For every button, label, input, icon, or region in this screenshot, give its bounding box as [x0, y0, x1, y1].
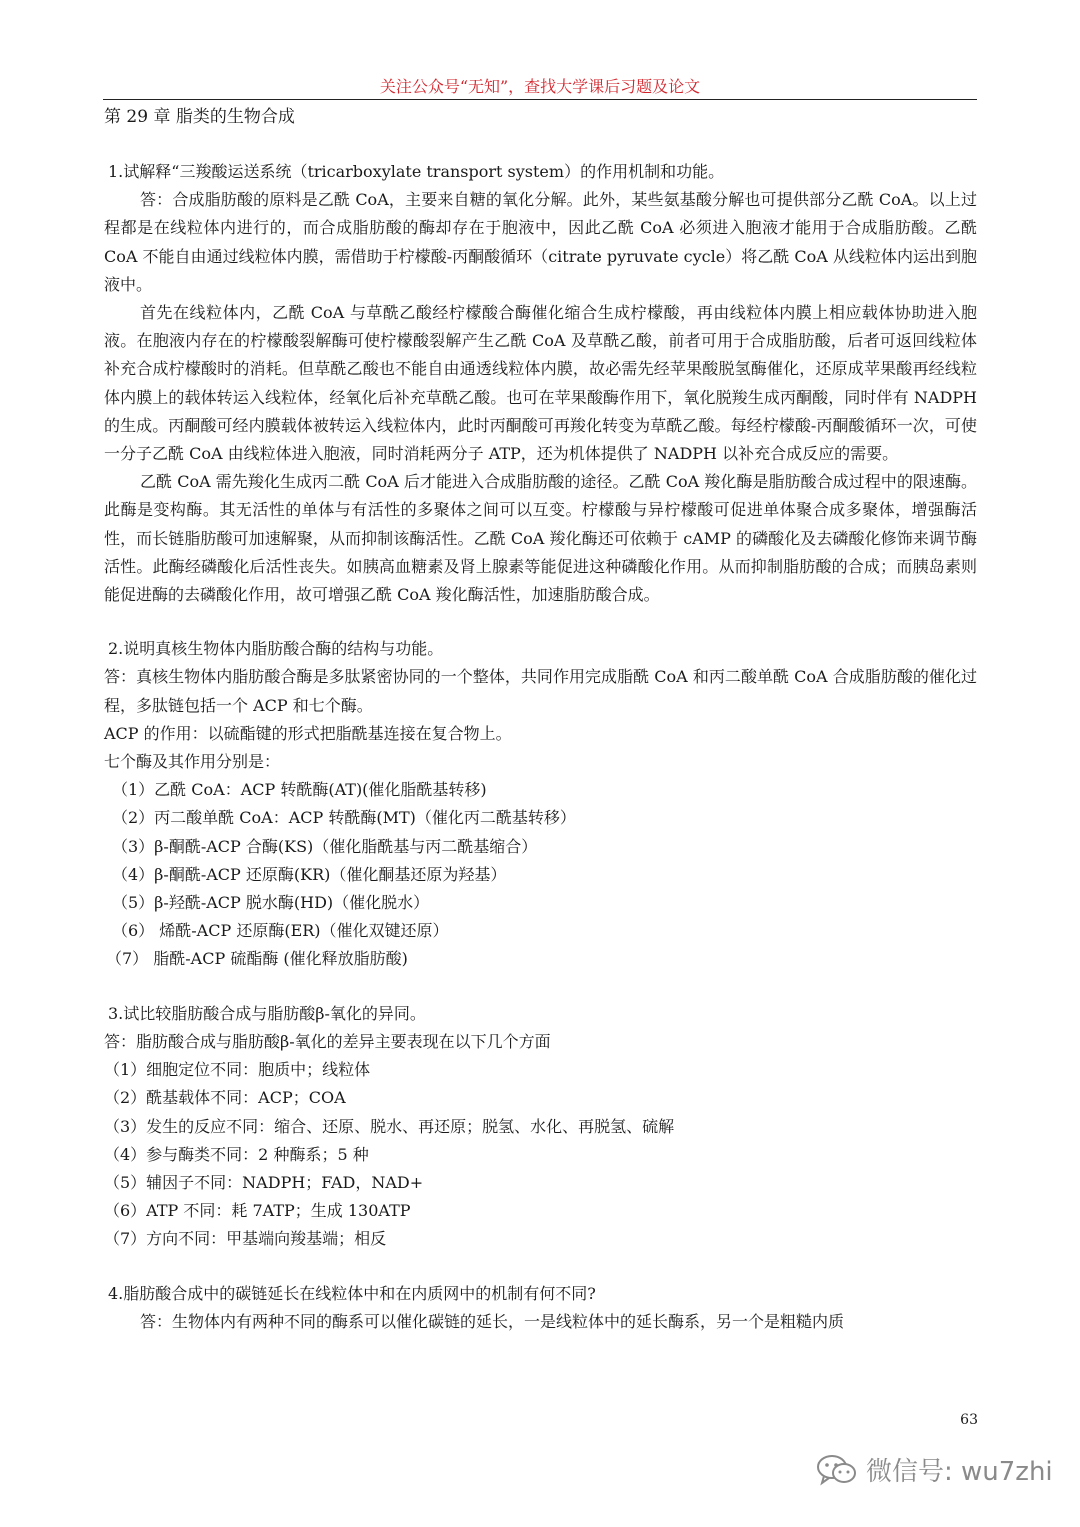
watermark: [816, 1451, 1053, 1488]
header-banner: 关注公众号“无知”，查找大学课后习题及论文: [379, 77, 701, 96]
answer-1-paragraph-3: 乙酰 CoA 需先羧化生成丙二酰 CoA 后才能进入合成脂肪酸的途径。乙酰 CoA 羧化酶是脂肪酸合成过程中的限速酶。此酶是变构酶。其无活性的单体与有活性的多聚体之间可以互变。柠檬酸与异柠檬酸可促进单体聚合成多聚体，增强酶活性，而长链脂肪酸可加速解聚，从而抑制该酶活性。乙酰 CoA 羧化酶还可依赖于 cAMP 的磷酸化及去磷酸化修饰来调节酶活性。此酶经磷酸化后活性丧失。如胰高血糖素及肾上腺素等能促进这种磷酸化作用。从而抑制脂肪酸的合成；而胰岛素则能促进酶的去磷酸化作用，故可增强乙酰 CoA 羧化酶活性，加速脂肪酸合成。: [104, 472, 977, 605]
enzyme-item: （3）β-酮酰-ACP 合酶(KS)（催化脂酰基与丙二酰基缩合）: [112, 836, 538, 856]
document-body: [104, 158, 977, 1336]
watermark-text: 微信号: wu7zhi: [866, 1457, 1053, 1487]
chapter-title: 第 29 章 脂类的生物合成: [104, 107, 295, 127]
comparison-item: （6）ATP 不同：耗 7ATP；生成 130ATP: [104, 1201, 411, 1221]
question-1: 1.试解释“三羧酸运送系统（tricarboxylate transport system）的作用机制和功能。: [108, 162, 725, 181]
question-3: 3.试比较脂肪酸合成与脂肪酸β-氧化的异同。: [108, 1003, 426, 1023]
enzyme-item: （7） 脂酰-ACP 硫酯酶 (催化释放脂肪酸): [106, 949, 408, 969]
answer-1-paragraph-1: 答：合成脂肪酸的原料是乙酰 CoA，主要来自糖的氧化分解。此外，某些氨基酸分解也可提供部分乙酰 CoA。以上过程都是在线粒体内进行的，而合成脂肪酸的酶却存在于胞液中，因此乙酰 CoA 必须进入胞液才能用于合成脂肪酸。乙酰 CoA 不能自由通过线粒体内膜，需借助于柠檬酸-丙酮酸循环（citrate pyruvate cycle）将乙酰 CoA 从线粒体内运出到胞液中。: [104, 190, 977, 294]
answer-4: 答：生物体内有两种不同的酶系可以催化碳链的延长，一是线粒体中的延长酶系，另一个是粗糙内质: [140, 1311, 845, 1331]
comparison-item: （4）参与酶类不同：2 种酶系；5 种: [104, 1144, 369, 1164]
comparison-item: （7）方向不同：甲基端向羧基端；相反: [104, 1229, 387, 1249]
enzyme-item: （1）乙酰 CoA：ACP 转酰酶(AT)(催化脂酰基转移): [112, 780, 487, 800]
question-4: 4.脂肪酸合成中的碳链延长在线粒体中和在内质网中的机制有何不同?: [108, 1283, 596, 1303]
answer-2: 答：真核生物体内脂肪酸合酶是多肽紧密协同的一个整体，共同作用完成脂酰 CoA 和丙二酸单酰 CoA 合成脂肪酸的催化过程，多肽链包括一个 ACP 和七个酶。: [104, 667, 977, 715]
answer-2-intro: 七个酶及其作用分别是：: [104, 752, 281, 772]
answer-2-acp: ACP 的作用：以硫酯键的形式把脂酰基连接在复合物上。: [104, 723, 512, 743]
comparison-item: （5）辅因子不同：NADPH；FAD，NAD+: [104, 1172, 424, 1192]
comparison-item: （2）酰基载体不同：ACP；COA: [104, 1088, 346, 1108]
answer-3: 答：脂肪酸合成与脂肪酸β-氧化的差异主要表现在以下几个方面: [104, 1031, 551, 1051]
enzyme-item: （6） 烯酰-ACP 还原酶(ER)（催化双键还原）: [112, 921, 449, 941]
enzyme-item: （4）β-酮酰-ACP 还原酶(KR)（催化酮基还原为羟基）: [112, 864, 507, 884]
comparison-item: （3）发生的反应不同：缩合、还原、脱水、再还原；脱氢、水化、再脱氢、硫解: [104, 1116, 675, 1136]
comparison-item: （1）细胞定位不同：胞质中；线粒体: [104, 1060, 371, 1080]
answer-1-paragraph-2: 首先在线粒体内，乙酰 CoA 与草酰乙酸经柠檬酸合酶催化缩合生成柠檬酸，再由线粒体内膜上相应载体协助进入胞液。在胞液内存在的柠檬酸裂解酶可使柠檬酸裂解产生乙酰 CoA 及草酰乙酸，前者可用于合成脂肪酸，后者可返回线粒体补充合成柠檬酸时的消耗。但草酰乙酸也不能自由通透线粒体内膜，故必需先经苹果酸脱氢酶催化，还原成苹果酸再经线粒体内膜上的载体转运入线粒体，经氧化后补充草酰乙酸。也可在苹果酸酶作用下，氧化脱羧生成丙酮酸，同时伴有 NADPH 的生成。丙酮酸可经内膜载体被转运入线粒体内，此时丙酮酸可再羧化转变为草酰乙酸。每经柠檬酸-丙酮酸循环一次，可使一分子乙酰 CoA 由线粒体进入胞液，同时消耗两分子 ATP，还为机体提供了 NADPH 以补充合成反应的需要。: [104, 303, 977, 464]
enzyme-item: （2）丙二酸单酰 CoA：ACP 转酰酶(MT)（催化丙二酰基转移）: [112, 808, 576, 828]
wechat-icon: [816, 1453, 858, 1487]
question-2: 2.说明真核生物体内脂肪酸合酶的结构与功能。: [108, 639, 444, 659]
header-rule: [103, 99, 977, 100]
page-number: 63: [960, 1412, 978, 1428]
enzyme-item: （5）β-羟酰-ACP 脱水酶(HD)（催化脱水）: [112, 893, 430, 913]
